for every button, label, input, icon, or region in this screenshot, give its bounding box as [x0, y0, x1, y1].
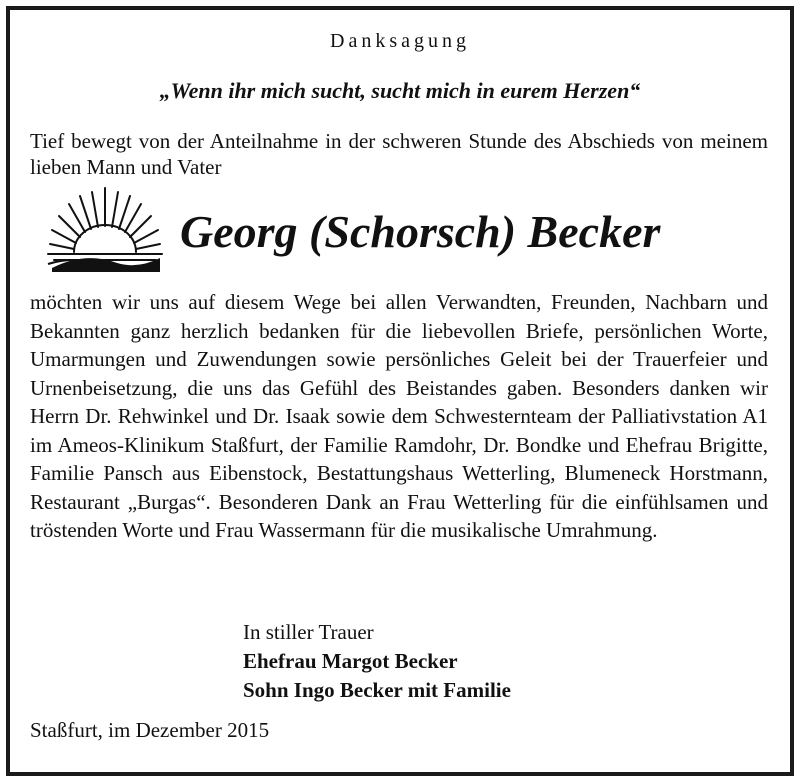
motto-quote: „Wenn ihr mich sucht, sucht mich in eurem Herzen“ [159, 78, 641, 103]
deceased-name: Georg (Schorsch) Becker [180, 206, 661, 257]
intro-text: Tief bewegt von der Anteilnahme in der schweren Stunde des Abschieds von meinem lieben Mann und Vater [30, 129, 768, 179]
mourning-phrase: In stiller Trauer [243, 620, 374, 644]
notice-heading: Danksagung [330, 30, 470, 52]
signatory: Sohn Ingo Becker mit Familie [243, 678, 511, 702]
thanks-body: möchten wir uns auf diesem Wege bei allen Verwandten, Freunden, Nachbarn und Bekannten ganz herzlich bedanken für die liebevollen Briefe, persönlichen Worte, Umarmungen und Zuwendungen sowie persönliches Geleit bei der Trauerfeier und Urnenbeisetzung, die uns das Gefühl des Beistandes gaben. Besonders danken wir Herrn Dr. Rehwinkel und Dr. Isaak sowie dem Schwesternteam der Palliativstation A1 im Ameos-Klinikum Staßfurt, der Familie Ramdohr, Dr. Bondke und Ehefrau Brigitte, Familie Pansch aus Eibenstock, Bestattungshaus Wetterling, Blumeneck Horstmann, Restaurant „Burgas“. Besonderen Dank an Frau Wetterling für die einfühlsamen und tröstenden Worte und Frau Wassermann für die musikalische Umrahmung. [30, 290, 768, 542]
place-date: Staßfurt, im Dezember 2015 [30, 718, 270, 742]
closing-block [243, 618, 511, 705]
signatory: Ehefrau Margot Becker [243, 649, 458, 673]
sunset-over-hills-icon [44, 182, 166, 274]
